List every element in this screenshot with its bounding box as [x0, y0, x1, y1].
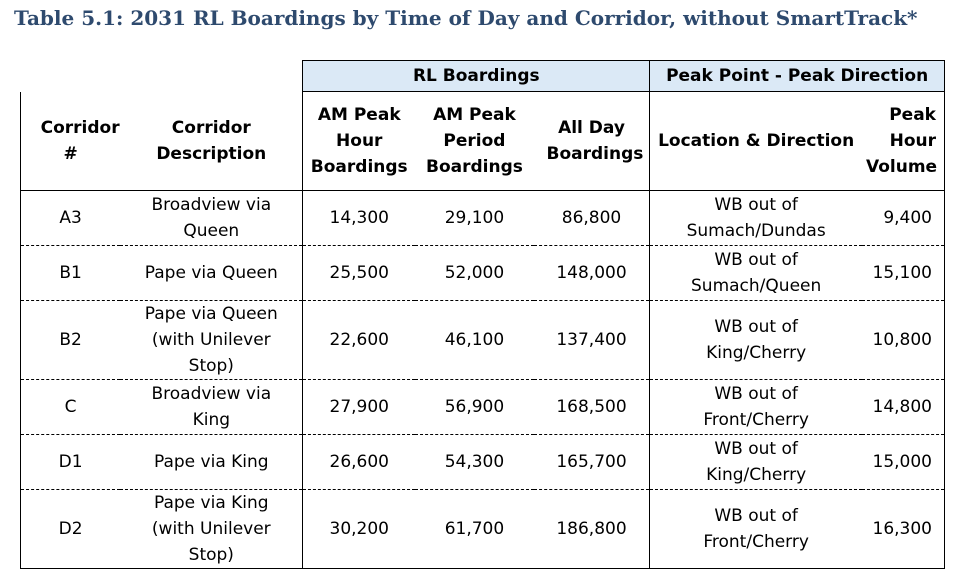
header-corridor-num — [21, 92, 121, 191]
corridor-desc-cell — [120, 490, 303, 569]
location-cell-text: WB out of Sumach/Dundas — [686, 195, 826, 241]
am-peak-period-cell — [415, 380, 534, 435]
corridor-id-cell — [21, 301, 121, 380]
location-cell-text: WB out of King/Cherry — [706, 439, 807, 485]
header-all-day — [534, 92, 650, 191]
corridor-id-cell — [21, 435, 121, 490]
table-body — [21, 191, 945, 569]
corridor-desc-cell — [120, 380, 303, 435]
location-cell — [650, 490, 862, 569]
corridor-id-cell-text: D1 — [58, 452, 83, 472]
header-am-peak-period — [415, 92, 534, 191]
header-peak-volume-text: Peak Hour Volume — [866, 105, 938, 177]
corridor-id-cell — [21, 380, 121, 435]
peak-volume-cell-text: 15,100 — [872, 263, 932, 283]
all-day-cell — [534, 490, 650, 569]
header-am-peak-hour — [303, 92, 415, 191]
all-day-cell-text: 186,800 — [556, 519, 627, 539]
header-corridor-desc — [120, 92, 303, 191]
table-row — [21, 435, 945, 490]
all-day-cell — [534, 435, 650, 490]
location-cell-text: WB out of Front/Cherry — [703, 384, 809, 430]
corridor-desc-cell-text: Pape via King (with Unilever Stop) — [151, 493, 271, 565]
corridor-desc-cell-text: Broadview via Queen — [151, 195, 272, 241]
am-peak-hour-cell-text: 14,300 — [329, 208, 389, 228]
corridor-desc-cell-text: Broadview via King — [151, 384, 272, 430]
location-cell-text: WB out of Front/Cherry — [703, 506, 809, 552]
peak-volume-cell — [862, 380, 944, 435]
table-row — [21, 191, 945, 246]
location-cell — [650, 246, 862, 301]
am-peak-hour-cell-text: 26,600 — [329, 452, 389, 472]
all-day-cell-text: 168,500 — [556, 397, 627, 417]
all-day-cell-text: 148,000 — [556, 263, 627, 283]
am-peak-period-cell-text: 61,700 — [444, 519, 505, 539]
table-row — [21, 380, 945, 435]
corridor-desc-cell-text: Pape via King — [153, 452, 269, 472]
peak-volume-cell — [862, 490, 944, 569]
am-peak-hour-cell — [303, 380, 415, 435]
header-location-text: Location & Direction — [658, 131, 855, 151]
am-peak-hour-cell — [303, 246, 415, 301]
am-peak-period-cell — [415, 246, 534, 301]
header-all-day-text: All Day Boardings — [546, 118, 644, 164]
corridor-desc-cell — [120, 301, 303, 380]
all-day-cell-text: 165,700 — [556, 452, 627, 472]
am-peak-hour-cell-text: 27,900 — [329, 397, 389, 417]
all-day-cell — [534, 246, 650, 301]
corridor-desc-cell — [120, 435, 303, 490]
corridor-desc-cell — [120, 246, 303, 301]
corridor-desc-cell-text: Pape via Queen — [144, 263, 278, 283]
corridor-desc-cell — [120, 191, 303, 246]
corridor-id-cell-text: C — [64, 397, 77, 417]
blank-corner — [21, 61, 303, 92]
corridor-id-cell — [21, 246, 121, 301]
peak-volume-cell-text: 10,800 — [872, 330, 932, 350]
am-peak-hour-cell — [303, 490, 415, 569]
group-header-peak-point: Peak Point - Peak Direction — [650, 61, 945, 92]
peak-volume-cell — [862, 191, 944, 246]
peak-volume-cell — [862, 301, 944, 380]
table-row — [21, 301, 945, 380]
table-row — [21, 246, 945, 301]
location-cell-text: WB out of King/Cherry — [706, 317, 807, 363]
all-day-cell — [534, 301, 650, 380]
header-am-peak-hour-text: AM Peak Hour Boardings — [310, 105, 408, 177]
page-title: Table 5.1: 2031 RL Boardings by Time of Day and Corridor, without SmartTrack* — [14, 6, 918, 30]
am-peak-hour-cell — [303, 301, 415, 380]
peak-volume-cell — [862, 246, 944, 301]
am-peak-period-cell-text: 52,000 — [444, 263, 505, 283]
all-day-cell-text: 137,400 — [556, 330, 627, 350]
am-peak-period-cell — [415, 490, 534, 569]
all-day-cell-text: 86,800 — [561, 208, 622, 228]
table-row — [21, 490, 945, 569]
am-peak-hour-cell-text: 30,200 — [329, 519, 389, 539]
am-peak-period-cell-text: 54,300 — [444, 452, 505, 472]
am-peak-hour-cell-text: 22,600 — [329, 330, 389, 350]
location-cell — [650, 435, 862, 490]
location-cell — [650, 301, 862, 380]
location-cell-text: WB out of Sumach/Queen — [691, 250, 822, 296]
header-location — [650, 92, 862, 191]
header-am-peak-period-text: AM Peak Period Boardings — [426, 105, 523, 177]
all-day-cell — [534, 380, 650, 435]
am-peak-hour-cell-text: 25,500 — [329, 263, 389, 283]
corridor-id-cell — [21, 490, 121, 569]
peak-volume-cell-text: 16,300 — [872, 519, 932, 539]
corridor-id-cell-text: B1 — [59, 263, 82, 283]
corridor-desc-cell-text: Pape via Queen (with Unilever Stop) — [144, 304, 278, 376]
peak-volume-cell-text: 14,800 — [872, 397, 932, 417]
am-peak-period-cell — [415, 191, 534, 246]
corridor-id-cell — [21, 191, 121, 246]
peak-volume-cell-text: 15,000 — [872, 452, 932, 472]
am-peak-period-cell-text: 56,900 — [444, 397, 505, 417]
header-corridor-desc-text: Corridor Description — [156, 117, 267, 164]
corridor-id-cell-text: D2 — [58, 519, 83, 539]
peak-volume-cell — [862, 435, 944, 490]
all-day-cell — [534, 191, 650, 246]
header-corridor-num-text: Corridor # — [40, 117, 120, 164]
corridor-id-cell-text: B2 — [59, 330, 82, 350]
am-peak-period-cell — [415, 301, 534, 380]
group-header-row — [21, 61, 945, 92]
location-cell — [650, 380, 862, 435]
peak-volume-cell-text: 9,400 — [883, 208, 932, 228]
am-peak-hour-cell — [303, 435, 415, 490]
am-peak-period-cell-text: 29,100 — [444, 208, 505, 228]
boardings-table — [20, 60, 945, 569]
location-cell — [650, 191, 862, 246]
column-header-row — [21, 92, 945, 191]
am-peak-period-cell-text: 46,100 — [444, 330, 505, 350]
group-header-rl-boardings: RL Boardings — [303, 61, 650, 92]
am-peak-hour-cell — [303, 191, 415, 246]
corridor-id-cell-text: A3 — [59, 208, 82, 228]
header-peak-volume — [862, 92, 944, 191]
am-peak-period-cell — [415, 435, 534, 490]
